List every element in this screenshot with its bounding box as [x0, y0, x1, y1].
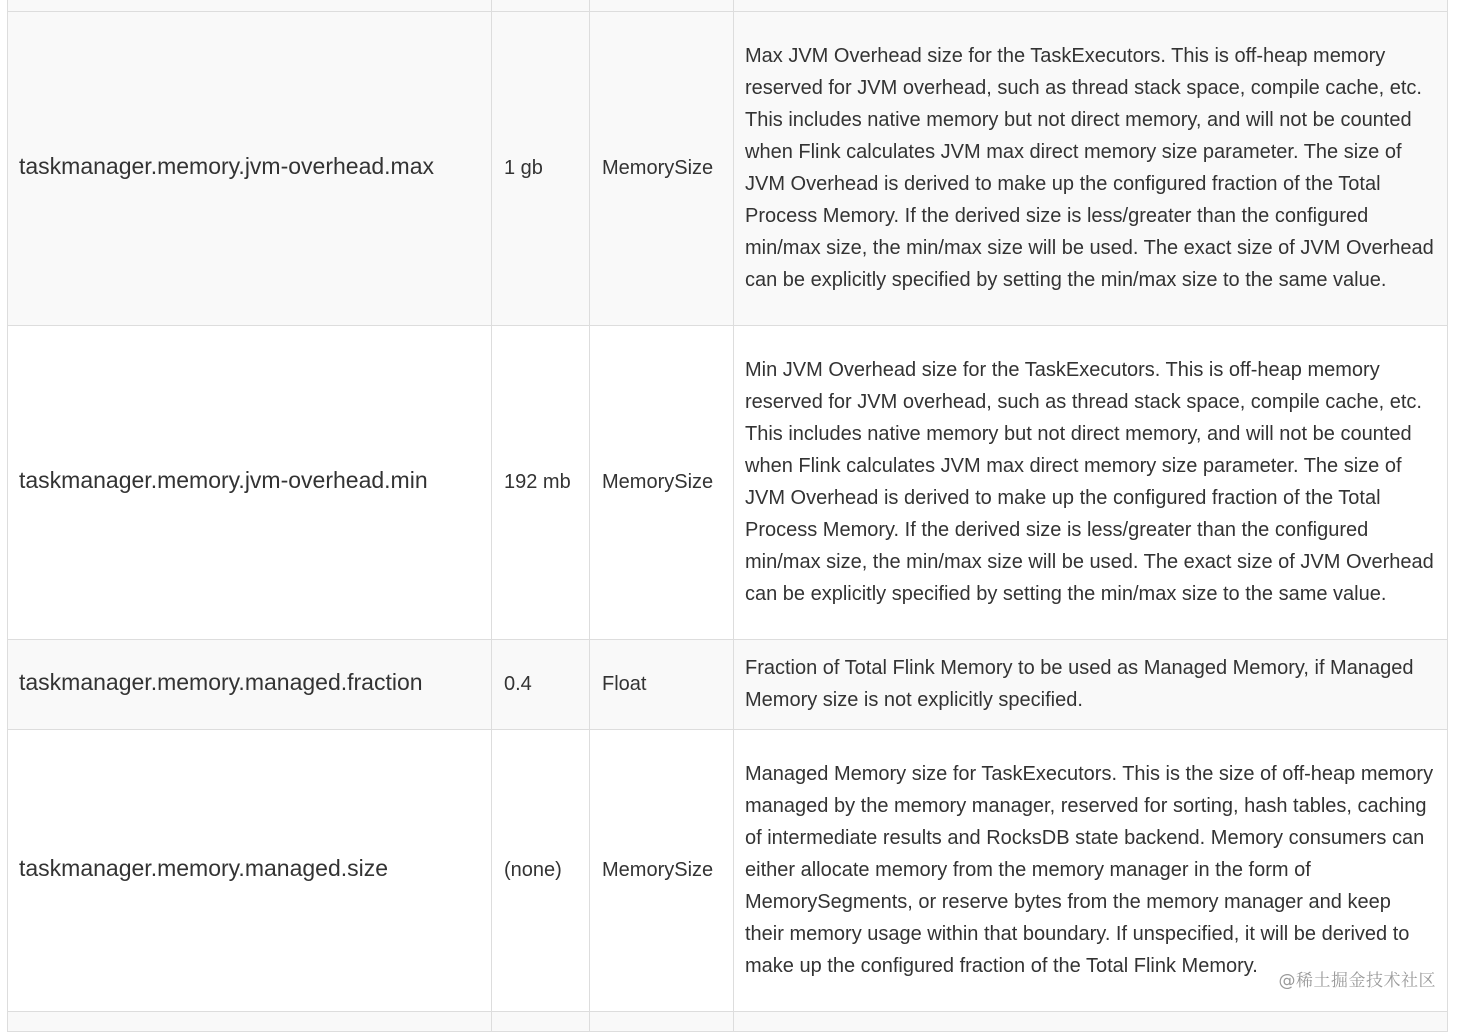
type-cell: Float	[590, 640, 734, 730]
table-cell	[590, 1012, 734, 1032]
type-cell: MemorySize	[590, 730, 734, 1012]
table-cell	[734, 1012, 1448, 1032]
description-cell: Managed Memory size for TaskExecutors. This is the size of off-heap memory managed by the memory manager, reserved for sorting, hash tables, caching of intermediate results and RocksDB state backend. Memory consumers can either allocate memory from the memory manager in the form of MemorySegments, or reserve bytes from the memory manager and keep their memory usage within that boundary. If unspecified, it will be derived to make up the configured fraction of the Total Flink Memory.	[734, 730, 1448, 1012]
config-key: taskmanager.memory.jvm-overhead.max	[19, 152, 434, 179]
default-value-cell: 0.4	[492, 640, 590, 730]
table-cell	[8, 1012, 492, 1032]
default-value-cell: (none)	[492, 730, 590, 1012]
default-value-cell: 1 gb	[492, 12, 590, 326]
table-cell	[8, 0, 492, 12]
table-row	[8, 640, 1448, 730]
table-row-partial-bottom	[8, 1012, 1448, 1032]
config-key-cell	[8, 730, 492, 1012]
table-row	[8, 12, 1448, 326]
description-cell: Max JVM Overhead size for the TaskExecutors. This is off-heap memory reserved for JVM overhead, such as thread stack space, compile cache, etc. This includes native memory but not direct memory, and will not be counted when Flink calculates JVM max direct memory size parameter. The size of JVM Overhead is derived to make up the configured fraction of the Total Process Memory. If the derived size is less/greater than the configured min/max size, the min/max size will be used. The exact size of JVM Overhead can be explicitly specified by setting the min/max size to the same value.	[734, 12, 1448, 326]
config-options-table	[7, 0, 1448, 1032]
table-row	[8, 730, 1448, 1012]
config-key-cell	[8, 640, 492, 730]
type-cell: MemorySize	[590, 326, 734, 640]
table-row	[8, 326, 1448, 640]
config-key: taskmanager.memory.managed.fraction	[19, 668, 423, 695]
description-cell: Fraction of Total Flink Memory to be used as Managed Memory, if Managed Memory size is not explicitly specified.	[734, 640, 1448, 730]
watermark: @稀土掘金技术社区	[1278, 971, 1436, 991]
config-key: taskmanager.memory.managed.size	[19, 854, 389, 881]
table-row-partial-top	[8, 0, 1448, 12]
config-key-cell	[8, 326, 492, 640]
default-value-cell: 192 mb	[492, 326, 590, 640]
type-cell: MemorySize	[590, 12, 734, 326]
table-cell	[590, 0, 734, 12]
description-cell: Min JVM Overhead size for the TaskExecutors. This is off-heap memory reserved for JVM overhead, such as thread stack space, compile cache, etc. This includes native memory but not direct memory, and will not be counted when Flink calculates JVM max direct memory size parameter. The size of JVM Overhead is derived to make up the configured fraction of the Total Process Memory. If the derived size is less/greater than the configured min/max size, the min/max size will be used. The exact size of JVM Overhead can be explicitly specified by setting the min/max size to the same value.	[734, 326, 1448, 640]
config-key: taskmanager.memory.jvm-overhead.min	[19, 466, 428, 493]
table-cell	[492, 1012, 590, 1032]
table-cell	[492, 0, 590, 12]
table-cell	[734, 0, 1448, 12]
config-table-container	[7, 0, 1447, 1032]
config-key-cell	[8, 12, 492, 326]
